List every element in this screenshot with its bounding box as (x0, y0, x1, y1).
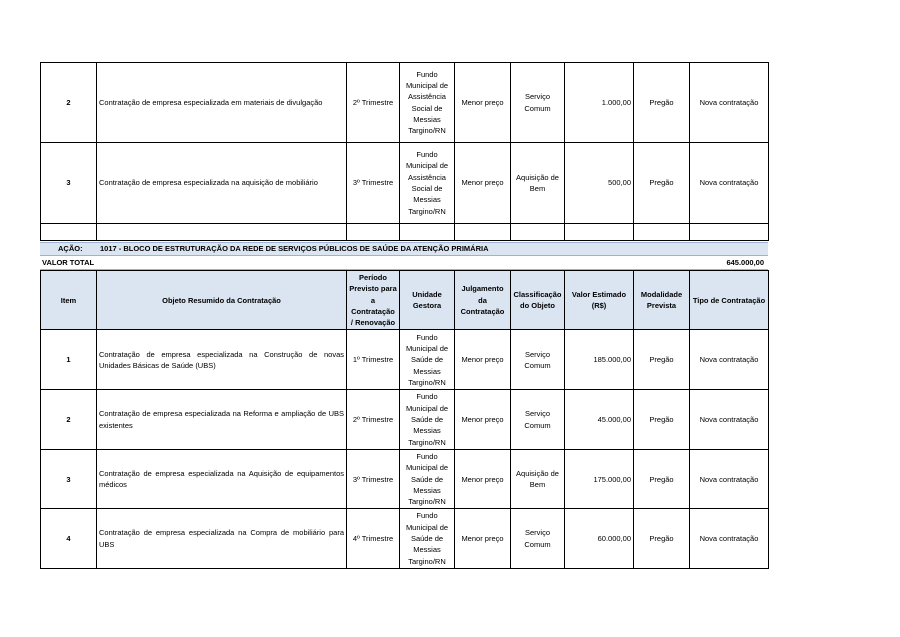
modalidade-cell: Pregão (634, 63, 690, 143)
valor-total-row (40, 257, 768, 270)
table-row (41, 449, 769, 508)
acao-title: 1017 - BLOCO DE ESTRUTURAÇÃO DA REDE DE SERVIÇOS PÚBLICOS DE SAÚDE DA ATENÇÃO PRIMÁRIA (100, 244, 489, 253)
valor-cell: 185.000,00 (565, 330, 634, 390)
julgamento-cell: Menor preço (455, 449, 511, 508)
header-julgamento: Julgamento da Contratação (455, 271, 511, 330)
objeto-cell: Contratação de empresa especializada na Reforma e ampliação de UBS existentes (97, 390, 347, 449)
valor-cell: 1.000,00 (565, 63, 634, 143)
classificacao-cell: Serviço Comum (511, 509, 565, 568)
table-row (41, 143, 769, 224)
objeto-cell: Contratação de empresa especializada na aquisição de mobiliário (97, 143, 347, 224)
item-cell: 3 (41, 143, 97, 224)
modalidade-cell: Pregão (634, 390, 690, 449)
valor-total-label: VALOR TOTAL (42, 258, 95, 267)
table-row (41, 330, 769, 390)
objeto-cell: Contratação de empresa especializada na Compra de mobiliário para UBS (97, 509, 347, 568)
objeto-cell: Contratação de empresa especializada na Aquisição de equipamentos médicos (97, 449, 347, 508)
periodo-cell: 4º Trimestre (347, 509, 400, 568)
unidade-cell: Fundo Municipal de Saúde de Messias Targino/RN (400, 449, 455, 508)
classificacao-cell: Aquisição de Bem (511, 143, 565, 224)
julgamento-cell: Menor preço (455, 390, 511, 449)
julgamento-cell: Menor preço (455, 509, 511, 568)
modalidade-cell: Pregão (634, 330, 690, 390)
julgamento-cell: Menor preço (455, 143, 511, 224)
header-tipo: Tipo de Contratação (690, 271, 769, 330)
tipo-cell: Nova contratação (690, 143, 769, 224)
unidade-cell: Fundo Municipal de Assistência Social de Messias Targino/RN (400, 63, 455, 143)
periodo-cell: 2º Trimestre (347, 63, 400, 143)
unidade-cell: Fundo Municipal de Saúde de Messias Targino/RN (400, 390, 455, 449)
item-cell: 4 (41, 509, 97, 568)
header-periodo: Período Previsto para a Contratação / Renovação (347, 271, 400, 330)
tipo-cell: Nova contratação (690, 330, 769, 390)
header-objeto: Objeto Resumido da Contratação (97, 271, 347, 330)
table-row (41, 390, 769, 449)
julgamento-cell: Menor preço (455, 330, 511, 390)
item-cell: 2 (41, 390, 97, 449)
tipo-cell: Nova contratação (690, 449, 769, 508)
unidade-cell: Fundo Municipal de Saúde de Messias Targino/RN (400, 330, 455, 390)
unidade-cell: Fundo Municipal de Assistência Social de Messias Targino/RN (400, 143, 455, 224)
item-cell: 1 (41, 330, 97, 390)
tipo-cell: Nova contratação (690, 509, 769, 568)
acao-label: AÇÃO: (58, 244, 83, 253)
item-cell: 3 (41, 449, 97, 508)
valor-cell: 60.000,00 (565, 509, 634, 568)
periodo-cell: 2º Trimestre (347, 390, 400, 449)
header-item: Item (41, 271, 97, 330)
valor-cell: 175.000,00 (565, 449, 634, 508)
julgamento-cell: Menor preço (455, 63, 511, 143)
empty-cell (455, 224, 511, 241)
header-unidade: Unidade Gestora (400, 271, 455, 330)
valor-total-amount: 645.000,00 (726, 258, 764, 267)
classificacao-cell: Serviço Comum (511, 63, 565, 143)
modalidade-cell: Pregão (634, 449, 690, 508)
acao-header (40, 242, 768, 256)
table-row (41, 63, 769, 143)
contratacoes-table (40, 270, 769, 569)
modalidade-cell: Pregão (634, 143, 690, 224)
periodo-cell: 3º Trimestre (347, 449, 400, 508)
empty-cell (634, 224, 690, 241)
unidade-cell: Fundo Municipal de Saúde de Messias Targino/RN (400, 509, 455, 568)
empty-cell (400, 224, 455, 241)
objeto-cell: Contratação de empresa especializada na Construção de novas Unidades Básicas de Saúde (UBS) (97, 330, 347, 390)
classificacao-cell: Aquisição de Bem (511, 449, 565, 508)
valor-cell: 45.000,00 (565, 390, 634, 449)
classificacao-cell: Serviço Comum (511, 390, 565, 449)
previous-section-table (40, 62, 769, 241)
header-valor: Valor Estimado (R$) (565, 271, 634, 330)
periodo-cell: 1º Trimestre (347, 330, 400, 390)
table-row (41, 509, 769, 568)
header-classificacao: Classificação do Objeto (511, 271, 565, 330)
table-header-row (41, 271, 769, 330)
empty-cell (347, 224, 400, 241)
tipo-cell: Nova contratação (690, 63, 769, 143)
item-cell: 2 (41, 63, 97, 143)
empty-cell (565, 224, 634, 241)
objeto-cell: Contratação de empresa especializada em materiais de divulgação (97, 63, 347, 143)
tipo-cell: Nova contratação (690, 390, 769, 449)
modalidade-cell: Pregão (634, 509, 690, 568)
periodo-cell: 3º Trimestre (347, 143, 400, 224)
classificacao-cell: Serviço Comum (511, 330, 565, 390)
header-modalidade: Modalidade Prevista (634, 271, 690, 330)
empty-cell (690, 224, 769, 241)
empty-row (41, 224, 769, 241)
valor-cell: 500,00 (565, 143, 634, 224)
empty-cell (97, 224, 347, 241)
empty-cell (511, 224, 565, 241)
empty-cell (41, 224, 97, 241)
